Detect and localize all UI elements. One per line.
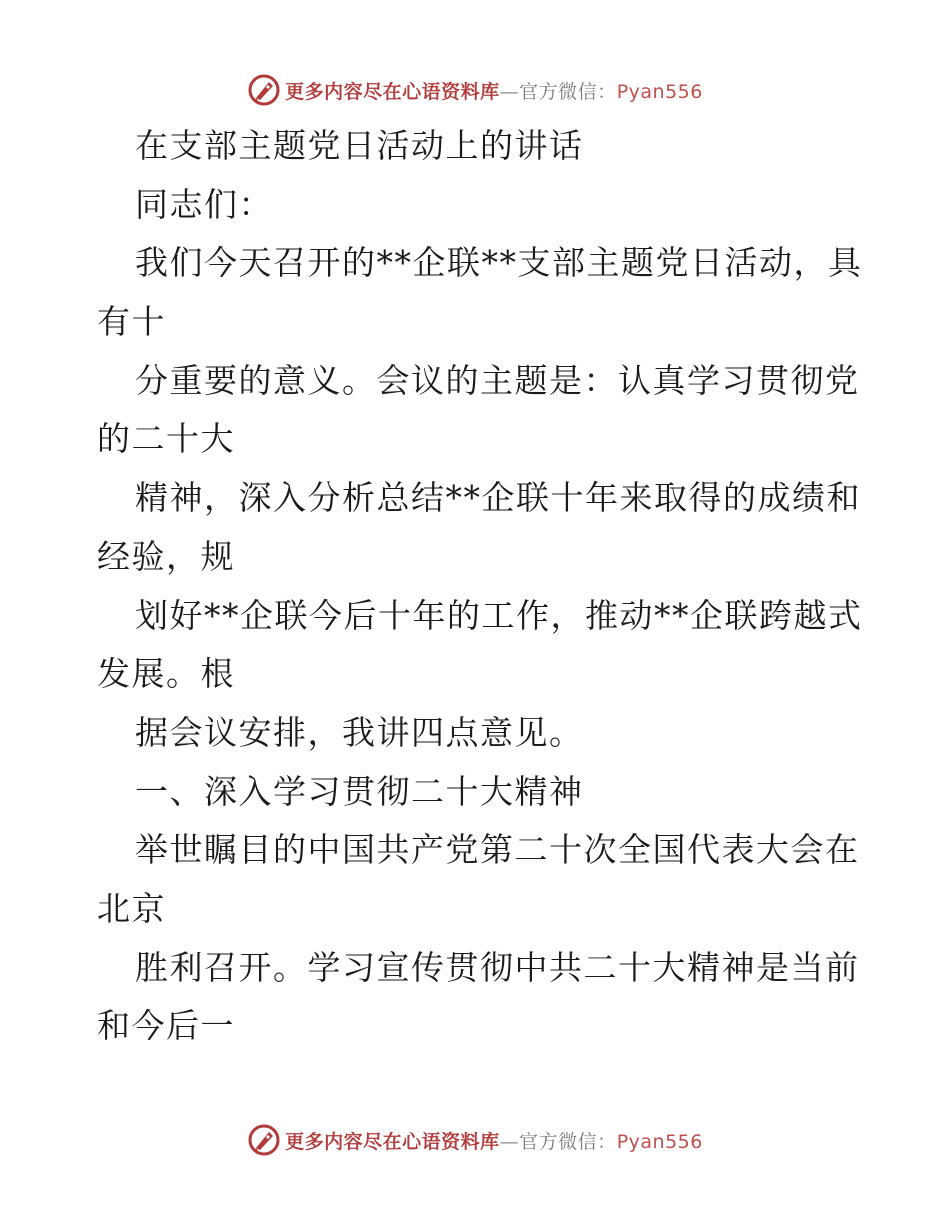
- header-banner: [0, 70, 950, 110]
- document-title: 在支部主题党日活动上的讲话: [135, 126, 584, 165]
- salutation: 同志们：: [135, 184, 273, 224]
- paragraph-line: 有十: [97, 302, 166, 342]
- paragraph-line: 北京: [97, 888, 166, 928]
- paragraph-line: 精神，深入分析总结**企联十年来取得的成绩和: [135, 478, 861, 518]
- footer-banner: [0, 1120, 950, 1160]
- separator-text: —: [499, 1130, 520, 1153]
- separator-text: —: [499, 80, 520, 103]
- wechat-label: 官方微信：: [519, 80, 617, 103]
- paragraph-line: 的二十大: [97, 419, 235, 459]
- paragraph-line: 据会议安排，我讲四点意见。: [135, 712, 584, 752]
- wechat-id: Pyan556: [616, 1130, 703, 1153]
- paragraph-line: 我们今天召开的**企联**支部主题党日活动，具: [135, 243, 863, 283]
- wechat-id: Pyan556: [616, 80, 703, 103]
- paragraph-line: 划好**企联今后十年的工作，推动**企联跨越式: [135, 595, 863, 635]
- paragraph-line: 经验，规: [97, 536, 235, 576]
- wechat-label: 官方微信：: [519, 1130, 617, 1153]
- document-body: [97, 117, 863, 1056]
- paragraph-line: 发展。根: [97, 654, 235, 694]
- section-heading: 一、深入学习贯彻二十大精神: [135, 771, 584, 811]
- paragraph-line: 胜利召开。学习宣传贯彻中共二十大精神是当前: [135, 947, 860, 987]
- paragraph-line: 和今后一: [97, 1006, 235, 1046]
- footer-banner-text: [285, 1127, 703, 1154]
- paragraph-line: 举世瞩目的中国共产党第二十次全国代表大会在: [135, 830, 860, 870]
- header-banner-text: [285, 77, 703, 104]
- brand-text: 更多内容尽在心语资料库: [285, 80, 500, 103]
- pen-nib-logo-icon: [247, 1123, 281, 1157]
- paragraph-line: 分重要的意义。会议的主题是：认真学习贯彻党: [135, 360, 860, 400]
- brand-text: 更多内容尽在心语资料库: [285, 1130, 500, 1153]
- pen-nib-logo-icon: [247, 73, 281, 107]
